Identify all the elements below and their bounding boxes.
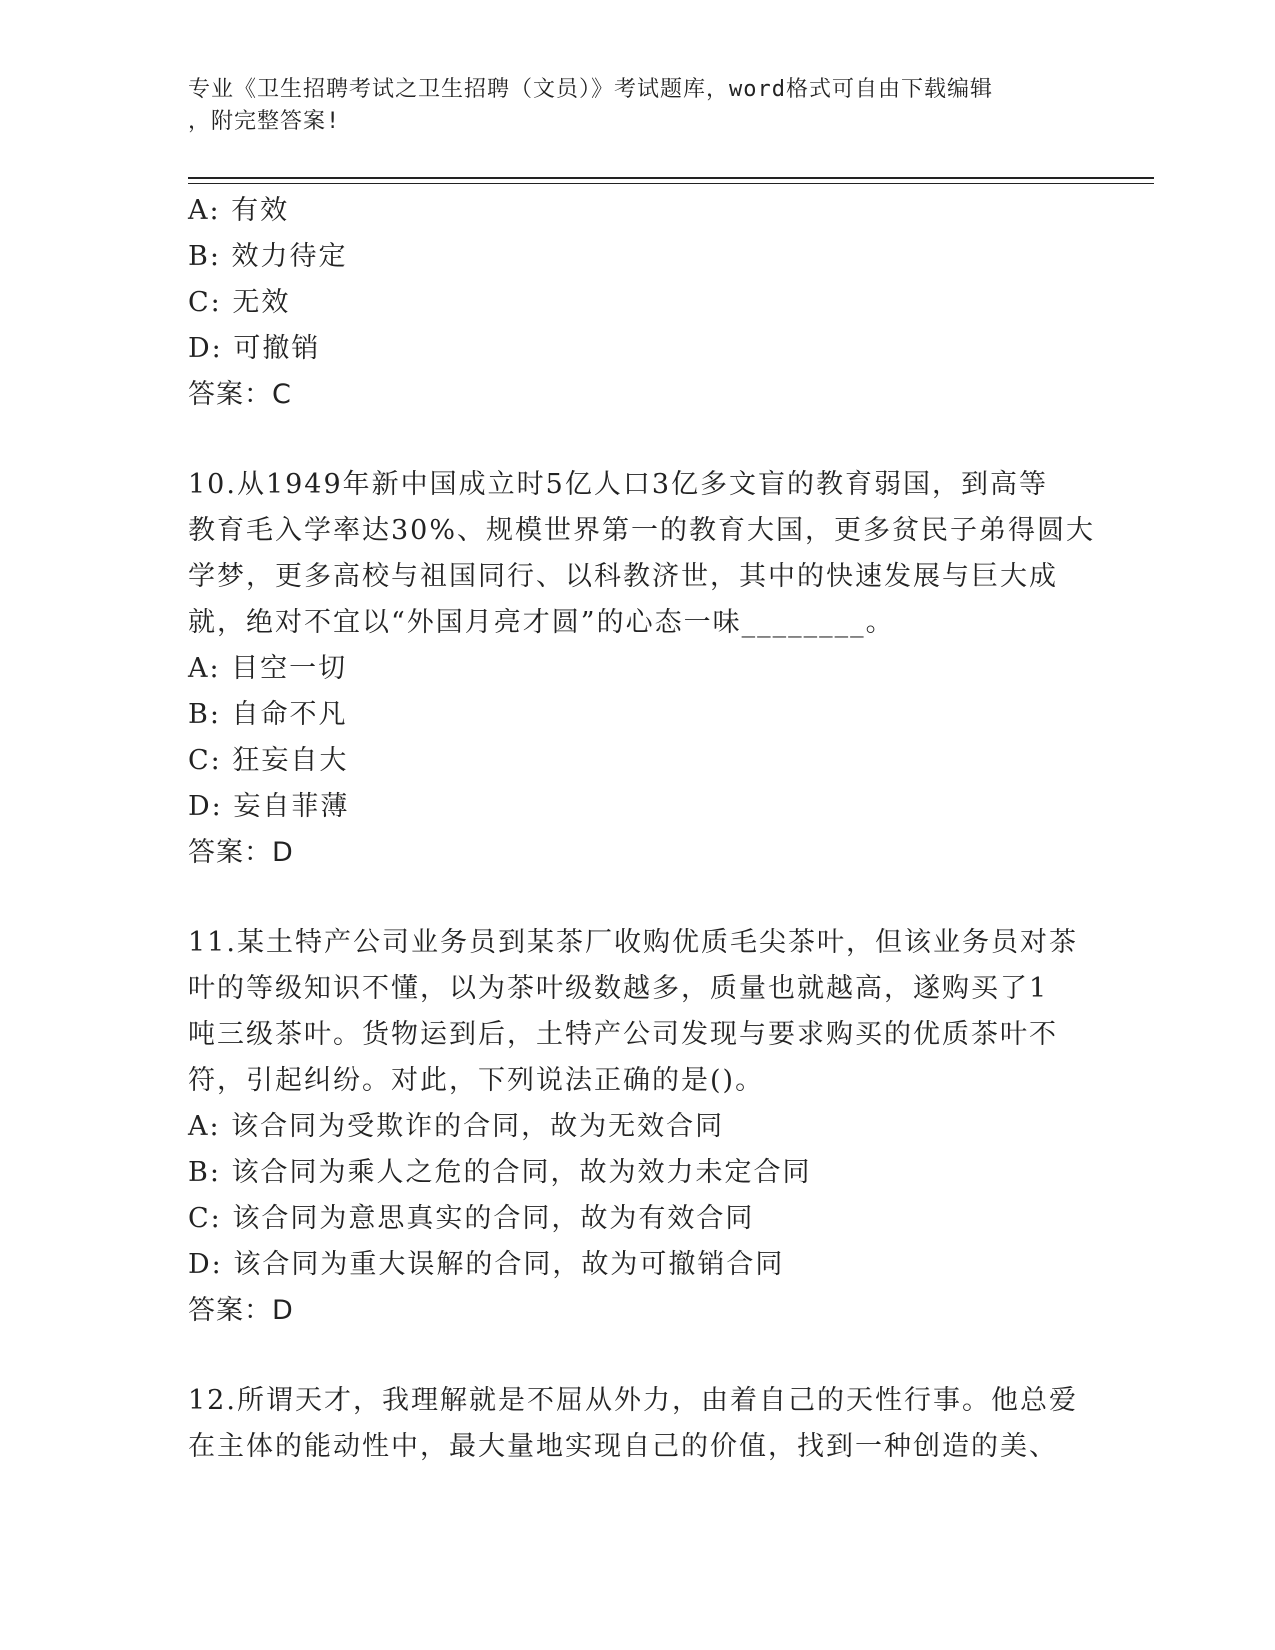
option-a: A: 该合同为受欺诈的合同，故为无效合同 [188, 1111, 725, 1142]
question-text-line: 教育毛入学率达30%、规模世界第一的教育大国，更多贫民子弟得圆大 [188, 515, 1096, 546]
option-a: A: 有效 [188, 195, 290, 226]
option-d: D: 可撤销 [188, 333, 321, 364]
option-c: C: 该合同为意思真实的合同，故为有效合同 [188, 1203, 755, 1234]
question-text-line: 12.所谓天才，我理解就是不屈从外力，由着自己的天性行事。他总爱 [188, 1385, 1078, 1416]
answer: 答案：C [188, 379, 292, 410]
answer: 答案：D [188, 837, 294, 868]
question-text-line: 在主体的能动性中，最大量地实现自己的价值，找到一种创造的美、 [188, 1431, 1058, 1462]
question-prev [188, 188, 1088, 418]
option-c: C: 狂妄自大 [188, 745, 349, 776]
option-c: C: 无效 [188, 287, 291, 318]
option-d: D: 该合同为重大误解的合同，故为可撤销合同 [188, 1249, 785, 1280]
option-a: A: 目空一切 [188, 653, 348, 684]
option-b: B: 效力待定 [188, 241, 348, 272]
question-12 [188, 1378, 1088, 1470]
question-text-line: 叶的等级知识不懂，以为茶叶级数越多，质量也就越高，遂购买了1 [188, 973, 1049, 1004]
document-body [188, 188, 1096, 1470]
question-text-line: 就，绝对不宜以“外国月亮才圆”的心态一味________。 [188, 607, 895, 638]
page-header [188, 74, 1088, 138]
header-line-1: 专业《卫生招聘考试之卫生招聘（文员）》考试题库，word格式可自由下载编辑 [188, 77, 993, 102]
question-text-line: 学梦，更多高校与祖国同行、以科教济世，其中的快速发展与巨大成 [188, 561, 1058, 592]
option-b: B: 自命不凡 [188, 699, 348, 730]
option-d: D: 妄自菲薄 [188, 791, 350, 822]
question-text-line: 11.某土特产公司业务员到某茶厂收购优质毛尖茶叶，但该业务员对茶 [188, 927, 1078, 958]
option-b: B: 该合同为乘人之危的合同，故为效力未定合同 [188, 1157, 812, 1188]
question-text-line: 符，引起纠纷。对此，下列说法正确的是()。 [188, 1065, 765, 1096]
header-line-2: ，附完整答案! [188, 109, 341, 134]
question-text-line: 吨三级茶叶。货物运到后，土特产公司发现与要求购买的优质茶叶不 [188, 1019, 1058, 1050]
header-rule-thin [188, 183, 1154, 184]
header-rule-thick [188, 177, 1154, 179]
question-text-line: 10.从1949年新中国成立时5亿人口3亿多文盲的教育弱国，到高等 [188, 469, 1049, 500]
question-10 [188, 462, 1096, 876]
question-11 [188, 920, 1088, 1334]
answer: 答案：D [188, 1295, 294, 1326]
